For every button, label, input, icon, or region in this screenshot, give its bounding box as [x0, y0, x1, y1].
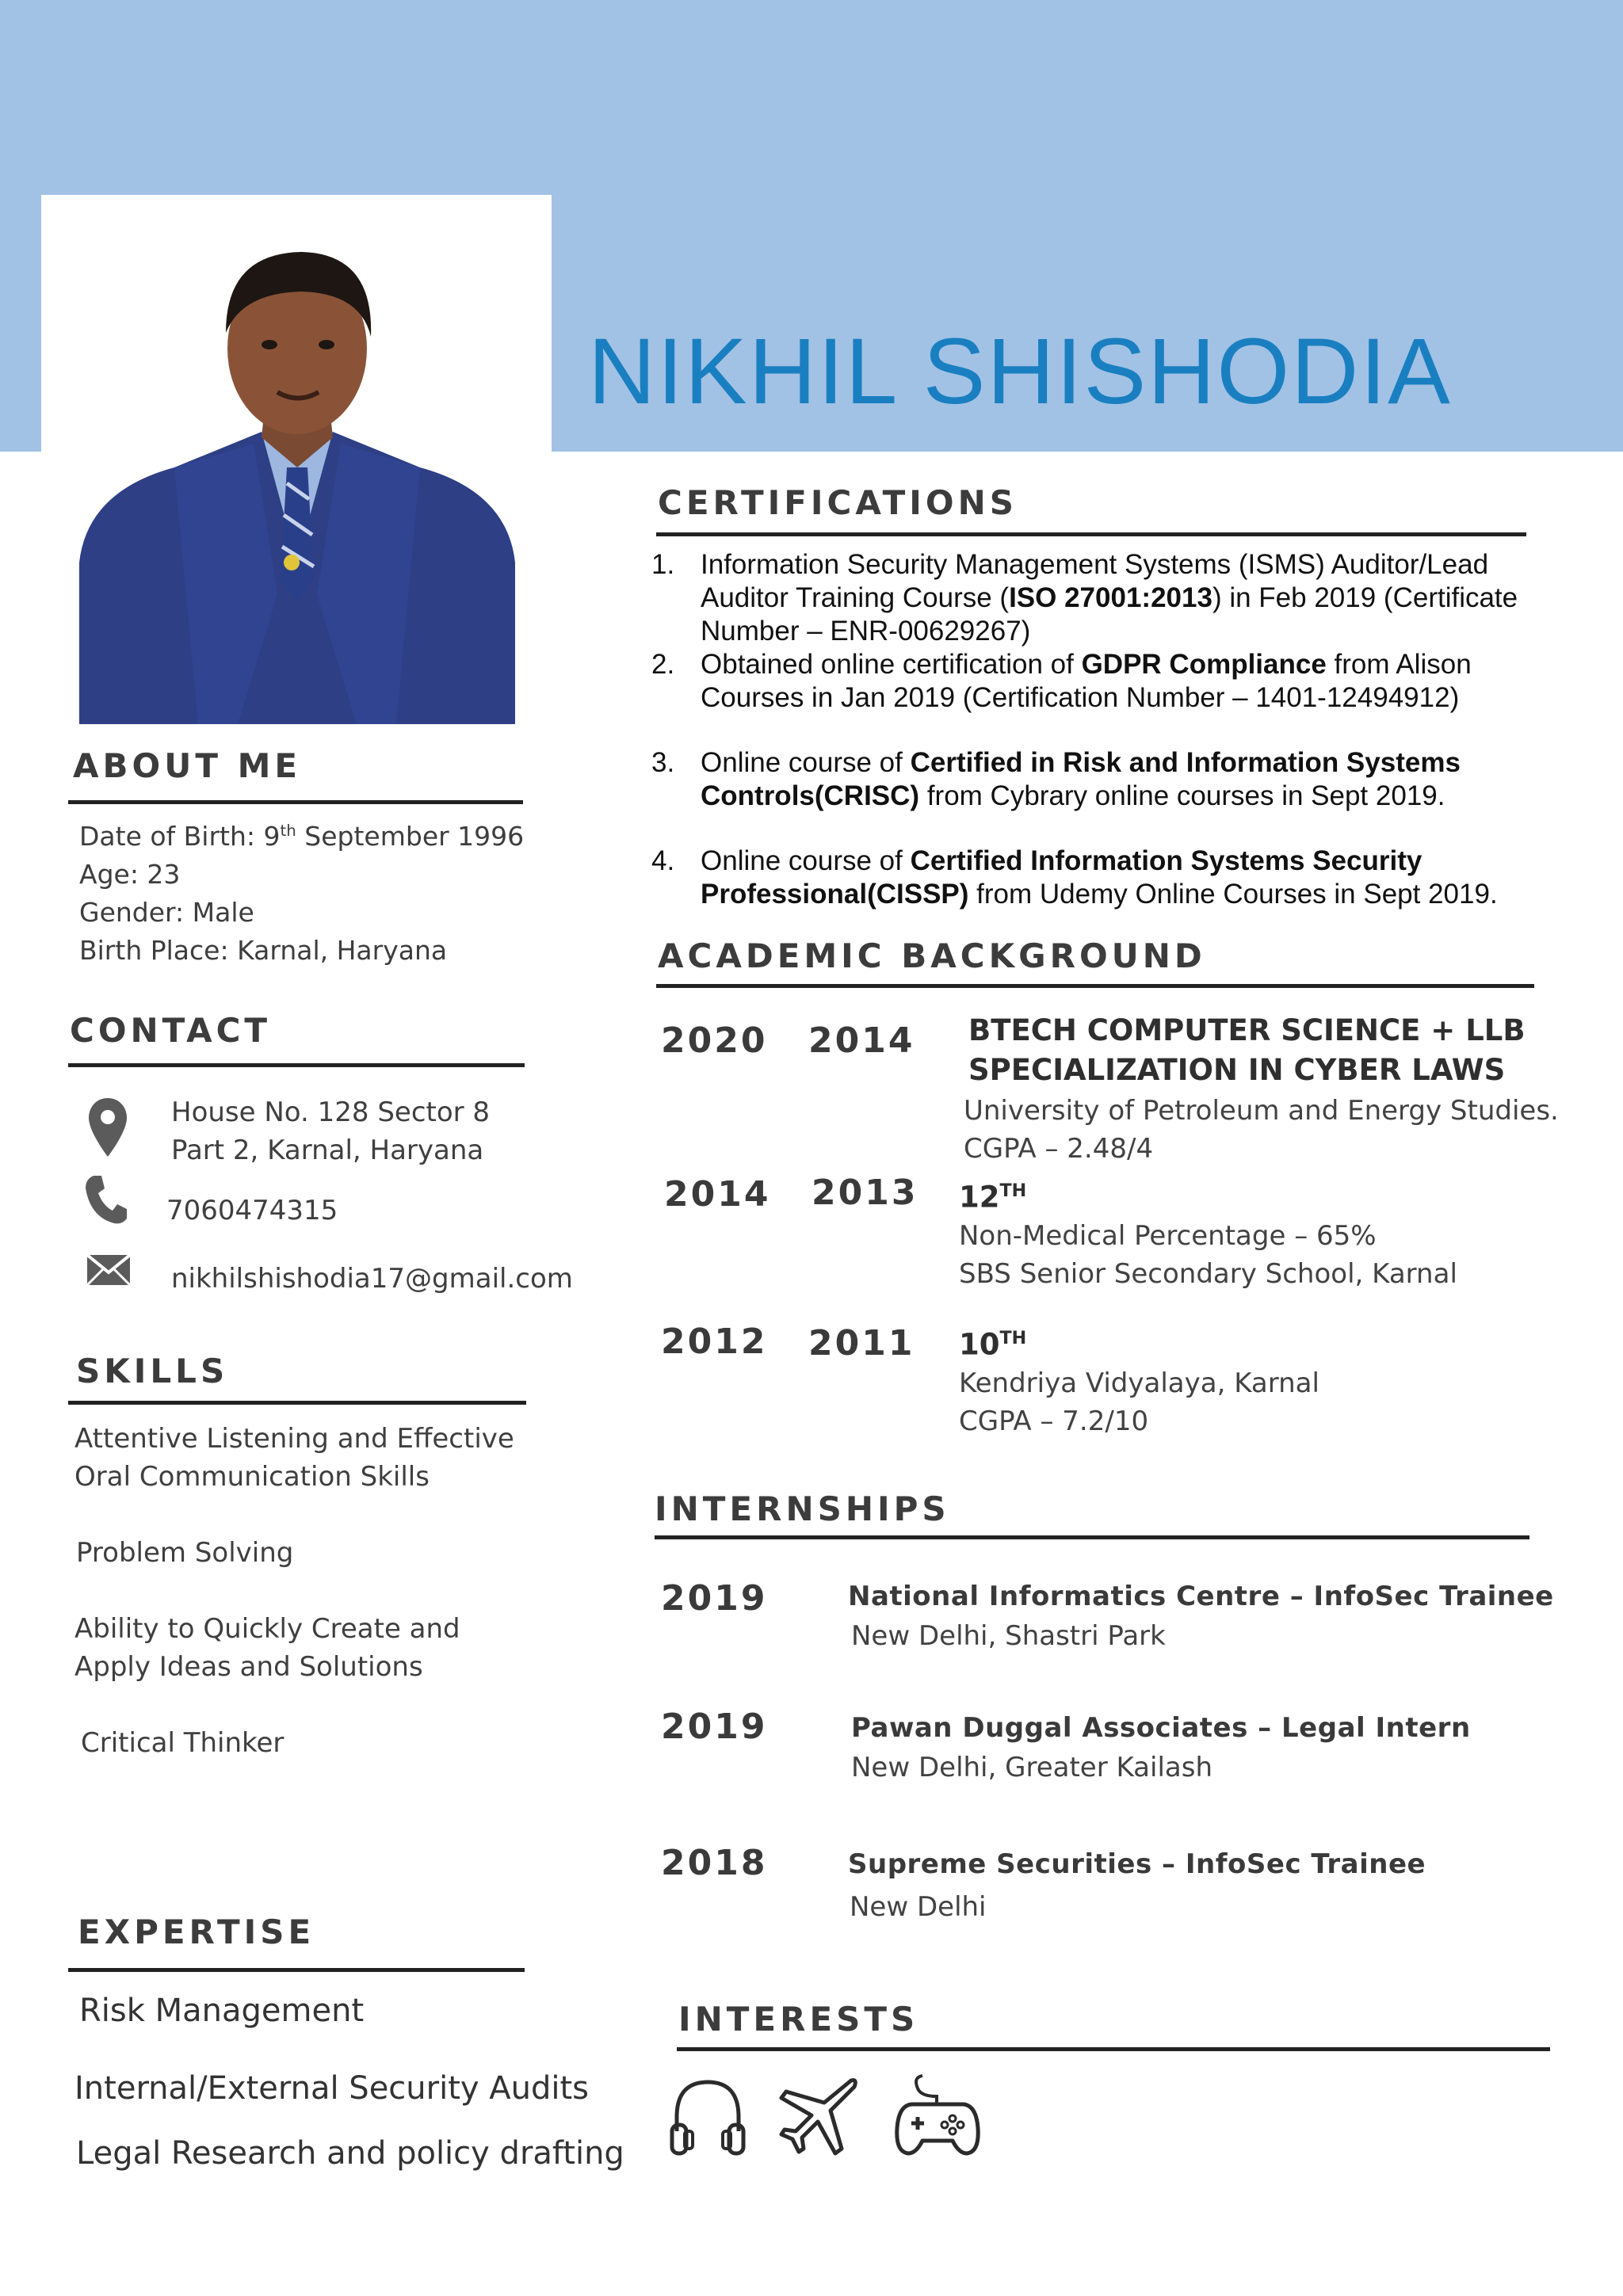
email-icon	[86, 1253, 132, 1287]
expertise-item: Internal/External Security Audits	[74, 2070, 590, 2107]
about-rule	[68, 800, 523, 804]
location-pin-icon	[87, 1097, 128, 1158]
academic-start-year: 2011	[808, 1323, 915, 1363]
cert-item: 1. Information Security Management Systems (ISMS) Auditor/Lead Auditor Training Course (ISO 27001:2013) in Feb 2019 (Certificate Number – ENR-00629267)	[651, 549, 1518, 646]
academic-entry: BTECH COMPUTER SCIENCE + LLB SPECIALIZATION IN CYBER LAWS	[968, 1013, 1526, 1087]
internship-location: New Delhi	[850, 1891, 987, 1923]
academic-end-year: 2014	[664, 1174, 771, 1215]
academic-end-year: 2012	[661, 1322, 768, 1362]
skill-item: Attentive Listening and Effective Oral Communication Skills	[74, 1423, 514, 1493]
about-dob: Date of Birth: 9th September 1996	[79, 821, 525, 852]
academic-start-year: 2013	[812, 1173, 918, 1213]
skill-item: Ability to Quickly Create and Apply Ideas and Solutions	[74, 1613, 460, 1683]
about-list	[79, 821, 524, 973]
profile-photo	[79, 230, 515, 724]
academic-entry-details: University of Petroleum and Energy Studies. CGPA – 2.48/4	[964, 1095, 1559, 1165]
interests-rule	[677, 2047, 1550, 2051]
certifications-heading: CERTIFICATIONS	[658, 483, 1018, 522]
cert-item: 2. Obtained online certification of GDPR Compliance from Alison Courses in Jan 2019 (Certification Number – 1401-12494912)	[651, 649, 1472, 713]
phone-icon	[82, 1173, 128, 1226]
expertise-item: Legal Research and policy drafting	[76, 2135, 624, 2172]
internship-year: 2018	[661, 1843, 768, 1883]
contact-phone[interactable]: 7060474315	[166, 1195, 338, 1226]
gamepad-icon	[894, 2073, 981, 2158]
about-heading: ABOUT ME	[73, 746, 302, 785]
contact-rule	[68, 1063, 525, 1067]
internship-location: New Delhi, Shastri Park	[851, 1620, 1166, 1652]
about-gender: Gender: Male	[79, 897, 254, 928]
academic-entry: 12TH Non-Medical Percentage – 65% SBS Senior Secondary School, Karnal	[959, 1180, 1457, 1291]
contact-address-line1: House No. 128 Sector 8	[171, 1097, 491, 1128]
certifications-rule	[656, 532, 1526, 536]
expertise-rule	[68, 1968, 525, 1972]
internships-rule	[655, 1535, 1529, 1539]
expertise-item: Risk Management	[79, 1993, 365, 2029]
internship-title: Supreme Securities – InfoSec Trainee	[848, 1848, 1426, 1880]
skills-heading: SKILLS	[76, 1352, 229, 1390]
internship-year: 2019	[661, 1707, 768, 1747]
academic-start-year: 2014	[808, 1020, 915, 1061]
academic-end-year: 2020	[661, 1020, 768, 1061]
expertise-heading: EXPERTISE	[78, 1913, 315, 1951]
cert-item: 3. Online course of Certified in Risk and Information Systems Controls(CRISC) from Cybrary online courses in Sept 2019.	[651, 747, 1461, 811]
internship-location: New Delhi, Greater Kailash	[851, 1752, 1213, 1783]
internships-heading: INTERNSHIPS	[655, 1489, 950, 1528]
contact-heading: CONTACT	[70, 1011, 272, 1050]
skills-rule	[68, 1401, 526, 1405]
candidate-name: NIKHIL SHISHODIA	[588, 319, 1452, 424]
about-birth-place: Birth Place: Karnal, Haryana	[79, 935, 448, 966]
academic-heading: ACADEMIC BACKGROUND	[658, 936, 1206, 975]
cert-item: 4. Online course of Certified Information Systems Security Professional(CISSP) from Udemy Online Courses in Sept 2019.	[651, 845, 1498, 910]
airplane-icon	[778, 2073, 862, 2157]
contact-address-line2: Part 2, Karnal, Haryana	[171, 1135, 484, 1166]
skill-item: Problem Solving	[76, 1537, 294, 1569]
internship-year: 2019	[661, 1578, 768, 1619]
interests-heading: INTERESTS	[678, 2000, 919, 2039]
skill-item: Critical Thinker	[81, 1727, 285, 1759]
contact-email[interactable]: nikhilshishodia17@gmail.com	[171, 1263, 573, 1295]
about-age: Age: 23	[79, 859, 181, 890]
academic-rule	[656, 984, 1534, 988]
headphones-icon	[667, 2076, 748, 2158]
academic-entry: 10TH Kendriya Vidyalaya, Karnal CGPA – 7.2/10	[959, 1327, 1319, 1438]
internship-title: Pawan Duggal Associates – Legal Intern	[851, 1712, 1471, 1744]
internship-title: National Informatics Centre – InfoSec Trainee	[848, 1581, 1554, 1612]
